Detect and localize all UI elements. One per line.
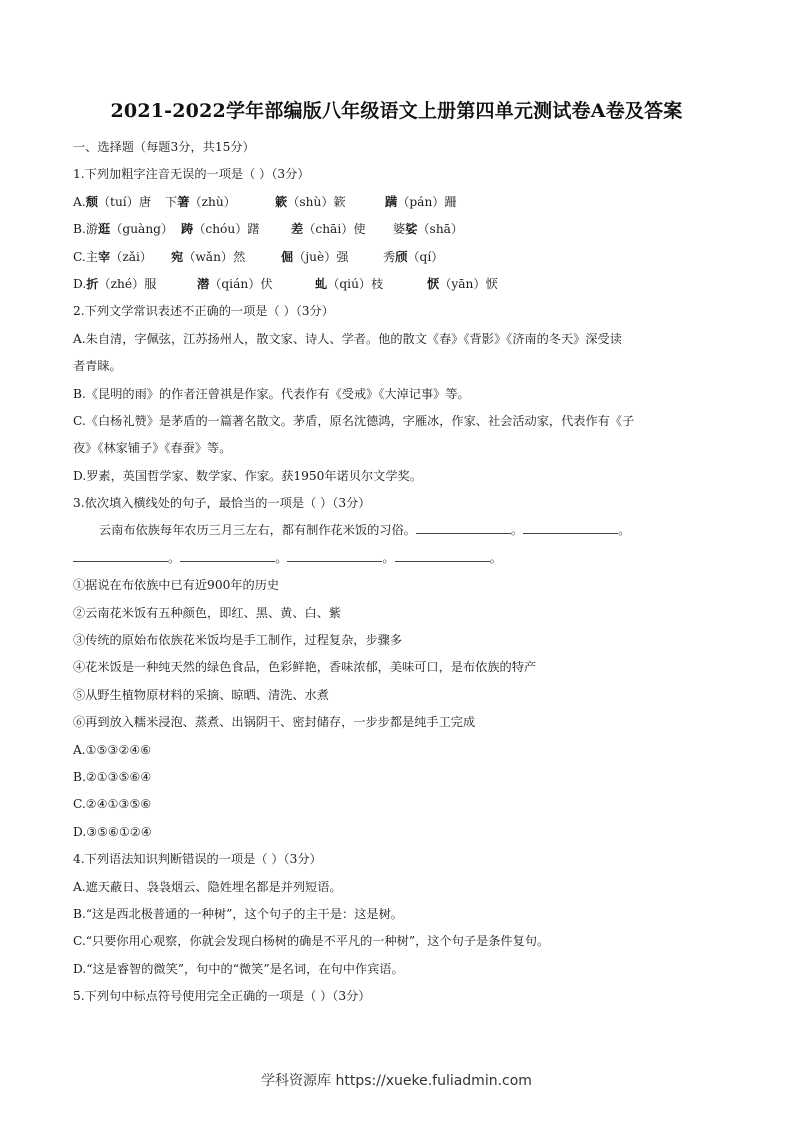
option-cell: 簌（shù）簌: [275, 194, 346, 209]
fill-blank: [395, 547, 490, 562]
question-3-option-b: B.②①③⑤⑥④: [73, 769, 152, 784]
question-3-stem: 3.依次填入横线处的句子，最恰当的一项是（ ）（3分）: [73, 496, 371, 511]
option-cell: 踌（chóu）躇: [181, 222, 260, 237]
question-3-sentence-2: ②云南花米饭有五种颜色，即红、黑、黄、白、紫: [73, 605, 342, 620]
option-cell: 宛（wǎn）然: [171, 249, 246, 264]
fill-blank: [523, 519, 618, 534]
fill-blank: [416, 519, 511, 534]
option-cell: 虬（qiú）枝: [315, 276, 384, 291]
question-4-option-c: C.“只要你用心观察，你就会发现白杨树的确是不平凡的一种树”，这个句子是条件复句。: [73, 934, 550, 949]
question-2-option-c: C.《白杨礼赞》是茅盾的一篇著名散文。茅盾，原名沈德鸿，字雁冰，作家、社会活动家，代表作有《子: [73, 413, 635, 428]
option-cell: D.折（zhé）服: [73, 276, 157, 291]
question-3-sentence-6: ⑥再到放入糯米浸泡、蒸煮、出锅阴干、密封储存，一步步都是纯手工完成: [73, 715, 476, 730]
question-2-option-d: D.罗素，英国哲学家、数学家、作家。获1950年诺贝尔文学奖。: [73, 468, 422, 483]
question-3-option-c: C.②④①③⑤⑥: [73, 797, 152, 812]
fill-blank: [287, 547, 382, 562]
question-2-option-b: B.《昆明的雨》的作者汪曾祺是作家。代表作有《受戒》《大淖记事》等。: [73, 386, 470, 401]
document-body: [73, 134, 723, 1011]
question-1-option-b: [73, 216, 723, 243]
option-cell: 恹（yān）恹: [427, 276, 498, 291]
option-cell: 差（chāi）使: [291, 222, 366, 237]
question-3-sentence-4: ④花米饭是一种纯天然的绿色食品，色彩鲜艳，香味浓郁，美味可口，是布依族的特产: [73, 660, 537, 675]
question-3-sentence-3: ③传统的原始布依族花米饭均是手工制作，过程复杂，步骤多: [73, 633, 403, 648]
option-cell: 潜（qián）伏: [197, 276, 273, 291]
question-4-stem: 4.下列语法知识判断错误的一项是（ ）（3分）: [73, 852, 322, 867]
question-2-option-a-cont: 者青睐。: [73, 359, 122, 374]
question-4-option-a: A.遮天蔽日、袅袅烟云、隐姓埋名都是并列短语。: [73, 879, 342, 894]
question-3-option-a: A.①⑤③②④⑥: [73, 742, 152, 757]
question-2-option-a: A.朱自清，字佩弦，江苏扬州人，散文家、诗人、学者。他的散文《春》《背影》《济南的冬天》深受读: [73, 331, 622, 346]
fill-blank: [73, 547, 168, 562]
question-1-option-a: [73, 189, 723, 216]
question-3-passage: 云南布依族每年农历三月三左右，都有制作花米饭的习俗。 。 。: [73, 517, 723, 544]
question-2-option-c-cont: 夜》《林家铺子》《春蚕》等。: [73, 441, 232, 456]
section-heading: 一、选择题（每题3分，共15分）: [73, 140, 255, 154]
question-2-stem: 2.下列文学常识表述不正确的一项是（ ）（3分）: [73, 304, 334, 319]
option-cell: 秀颀（qí）: [383, 249, 444, 264]
option-cell: 下箸（zhù）: [165, 194, 236, 209]
question-3-blanks: 。 。 。 。: [73, 545, 723, 572]
question-5-stem: 5.下列句中标点符号使用完全正确的一项是（ ）（3分）: [73, 989, 371, 1004]
option-cell: A.颓（tuí）唐: [73, 194, 152, 209]
question-1-stem: 1.下列加粗字注音无误的一项是（ ）（3分）: [73, 167, 310, 182]
option-cell: 倔（juè）强: [281, 249, 349, 264]
question-3-sentence-1: ①据说在布依族中已有近900年的历史: [73, 578, 280, 593]
option-cell: 婆娑（shā）: [393, 222, 464, 237]
fill-blank: [180, 547, 275, 562]
question-1-option-c: [73, 244, 723, 271]
question-1-option-d: [73, 271, 723, 298]
option-cell: 蹒（pán）跚: [385, 194, 457, 209]
option-cell: C.主宰（zǎi）: [73, 249, 153, 264]
question-4-option-d: D.“这是睿智的微笑”，句中的“微笑”是名词，在句中作宾语。: [73, 961, 404, 976]
question-3-sentence-5: ⑤从野生植物原材料的采摘、晾晒、清洗、水煮: [73, 687, 329, 702]
page-title: 2021-2022学年部编版八年级语文上册第四单元测试卷A卷及答案: [110, 100, 683, 122]
passage-text: 云南布依族每年农历三月三左右，都有制作花米饭的习俗。: [99, 523, 416, 538]
option-cell: B.游逛（guàng）: [73, 222, 174, 237]
question-3-option-d: D.③⑤⑥①②④: [73, 824, 152, 839]
footer-watermark: 学科资源库 https://xueke.fuliadmin.com: [261, 1073, 532, 1089]
question-4-option-b: B.“这是西北极普通的一种树”，这个句子的主干是：这是树。: [73, 906, 403, 921]
